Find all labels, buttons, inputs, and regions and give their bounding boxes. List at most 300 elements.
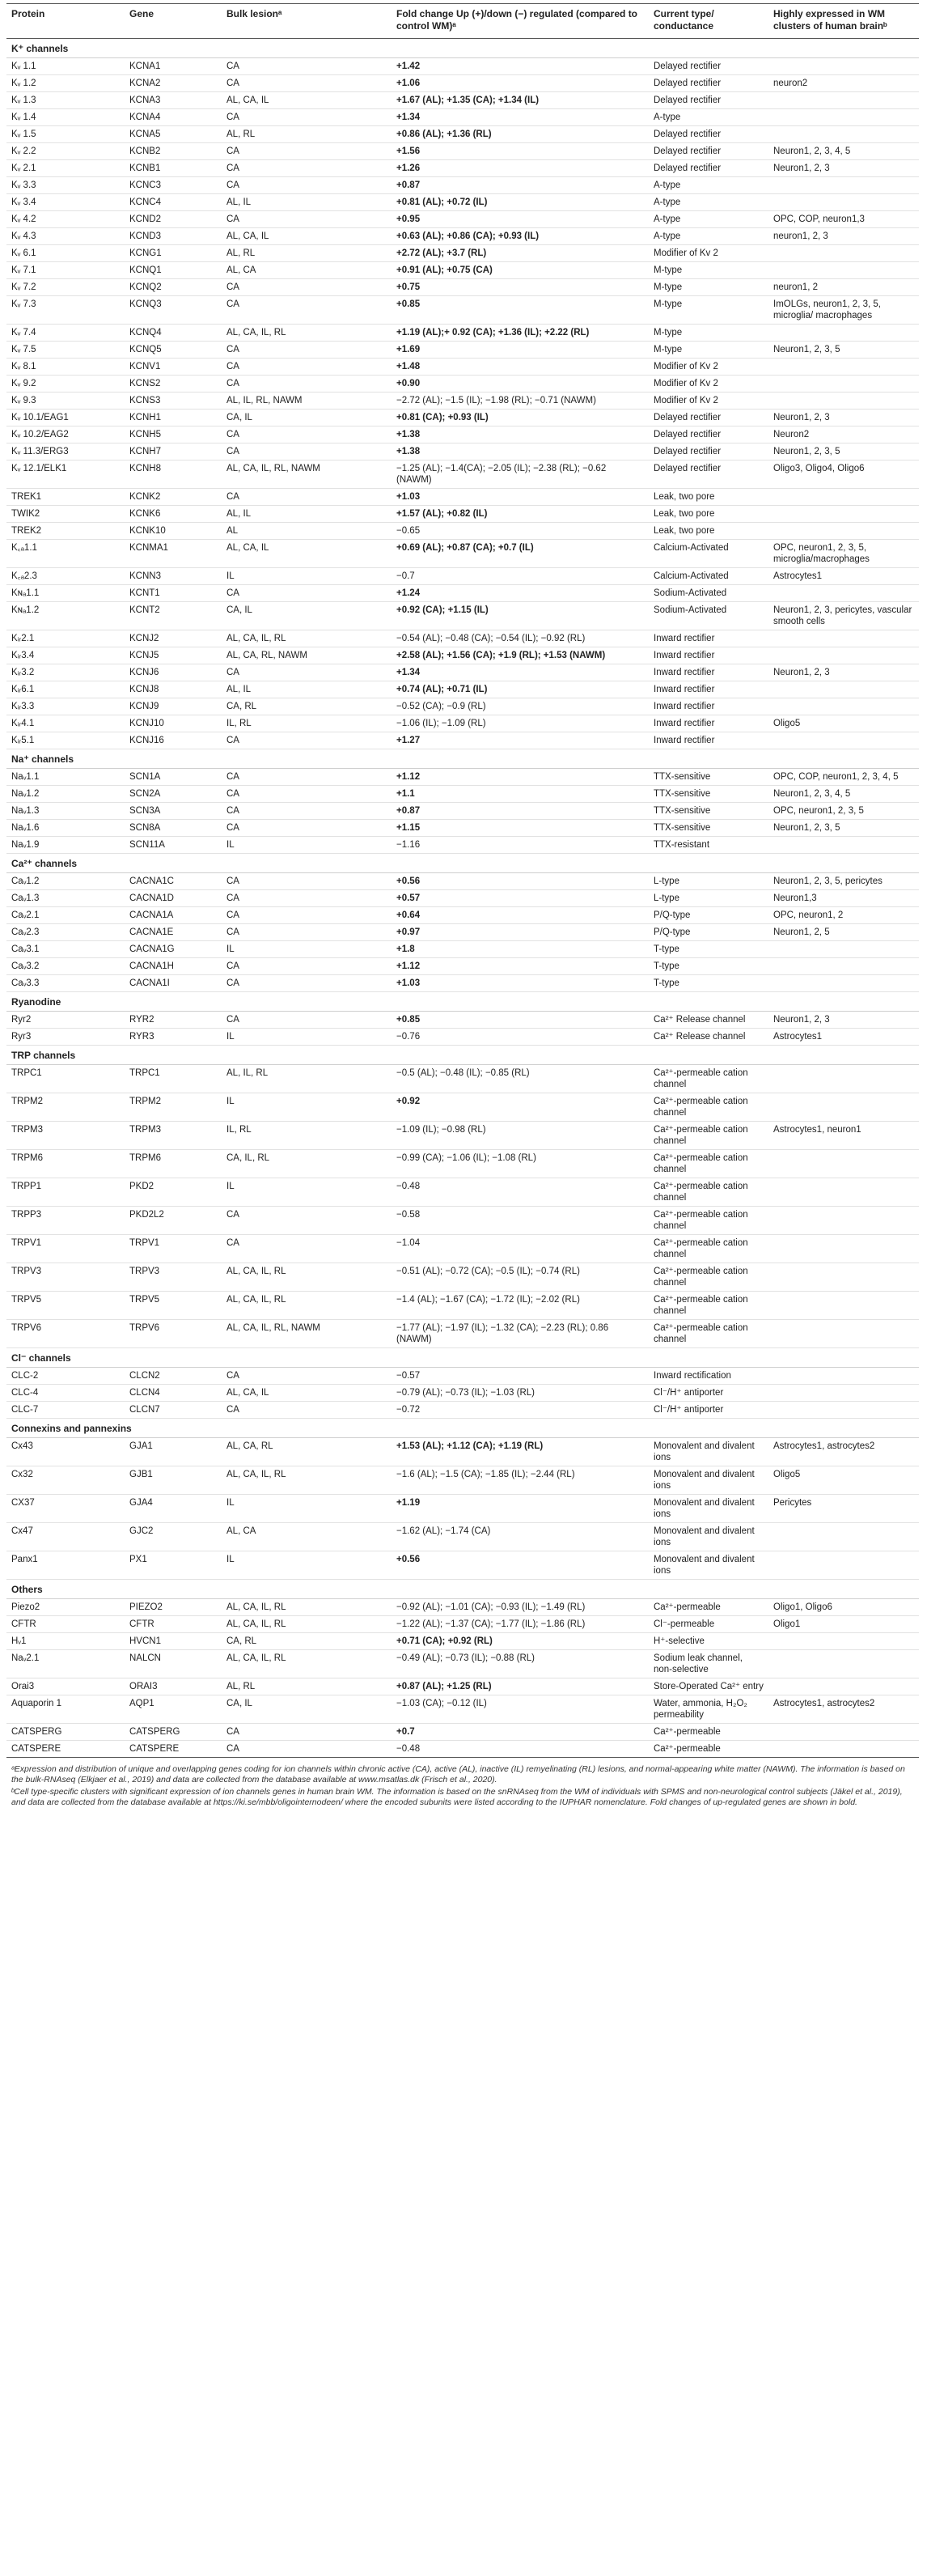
fold-change-cell: +1.69: [392, 342, 649, 359]
fold-change-cell: +1.34: [392, 109, 649, 126]
gene-cell: KCNN3: [125, 568, 222, 585]
lesion-cell: CA: [222, 907, 392, 924]
lesion-cell: AL, CA, IL, RL: [222, 1292, 392, 1320]
clusters-cell: Pericytes: [768, 1495, 919, 1523]
protein-cell: TRPC1: [6, 1065, 125, 1093]
fold-change-cell: +1.53 (AL); +1.12 (CA); +1.19 (RL): [392, 1438, 649, 1466]
current-type-cell: TTX-sensitive: [649, 820, 768, 837]
clusters-cell: [768, 245, 919, 262]
lesion-cell: CA: [222, 1741, 392, 1758]
table-row: [6, 602, 919, 630]
fold-change-cell: +0.85: [392, 1012, 649, 1029]
protein-cell: Kᵥ 1.4: [6, 109, 125, 126]
gene-cell: KCNC4: [125, 194, 222, 211]
gene-cell: KCNK10: [125, 523, 222, 540]
fold-change-cell: +2.58 (AL); +1.56 (CA); +1.9 (RL); +1.53 (NAWM): [392, 647, 649, 664]
lesion-cell: CA: [222, 1368, 392, 1385]
protein-cell: Kᵢᵣ6.1: [6, 681, 125, 698]
fold-change-cell: +0.90: [392, 376, 649, 393]
protein-cell: Naᵥ1.9: [6, 837, 125, 854]
protein-cell: Kᵥ 2.2: [6, 143, 125, 160]
clusters-cell: [768, 1523, 919, 1551]
lesion-cell: AL, CA, IL: [222, 228, 392, 245]
table-row: [6, 568, 919, 585]
clusters-cell: [768, 585, 919, 602]
clusters-cell: [768, 1292, 919, 1320]
fold-change-cell: +0.95: [392, 211, 649, 228]
gene-cell: TRPC1: [125, 1065, 222, 1093]
clusters-cell: [768, 647, 919, 664]
current-type-cell: Ca²⁺-permeable cation channel: [649, 1122, 768, 1150]
current-type-cell: Inward rectifier: [649, 630, 768, 647]
lesion-cell: CA: [222, 211, 392, 228]
current-type-cell: TTX-sensitive: [649, 769, 768, 786]
section-title: Na⁺ channels: [6, 749, 919, 769]
table-row: [6, 1207, 919, 1235]
current-type-cell: Delayed rectifier: [649, 126, 768, 143]
fold-change-cell: −1.06 (IL); −1.09 (RL): [392, 715, 649, 732]
current-type-cell: Water, ammonia, H₂O₂ permeability: [649, 1695, 768, 1724]
lesion-cell: CA: [222, 664, 392, 681]
table-row: [6, 1320, 919, 1348]
protein-cell: Hᵥ1: [6, 1633, 125, 1650]
protein-cell: TWIK2: [6, 506, 125, 523]
gene-cell: CLCN4: [125, 1385, 222, 1402]
fold-change-cell: +1.34: [392, 664, 649, 681]
section-title: Others: [6, 1580, 919, 1599]
gene-cell: CLCN7: [125, 1402, 222, 1419]
lesion-cell: CA: [222, 803, 392, 820]
fold-change-cell: −1.16: [392, 837, 649, 854]
gene-cell: TRPV5: [125, 1292, 222, 1320]
gene-cell: CACNA1E: [125, 924, 222, 941]
clusters-cell: [768, 177, 919, 194]
clusters-cell: [768, 681, 919, 698]
fold-change-cell: +0.86 (AL); +1.36 (RL): [392, 126, 649, 143]
protein-cell: Cx32: [6, 1466, 125, 1495]
lesion-cell: CA: [222, 342, 392, 359]
gene-cell: KCNA4: [125, 109, 222, 126]
footnote-a: ᵃExpression and distribution of unique and overlapping genes coding for ion channels within chronic active (CA), active (AL), inactive (IL) remyelinating (RL) lesions, and normal-appearing white matter (NAWM). The information is based on the bulk-RNAseq (Elkjaer et al., 2019) and data are collected from the database available at www.msatlas.dk (Frisch et al., 2020).: [11, 1764, 905, 1785]
table-row: [6, 630, 919, 647]
current-type-cell: T-type: [649, 941, 768, 958]
lesion-cell: CA: [222, 924, 392, 941]
clusters-cell: [768, 1402, 919, 1419]
lesion-cell: CA: [222, 958, 392, 975]
table-row: [6, 1065, 919, 1093]
lesion-cell: CA: [222, 1207, 392, 1235]
lesion-cell: CA: [222, 160, 392, 177]
fold-change-cell: +0.81 (CA); +0.93 (IL): [392, 410, 649, 427]
clusters-cell: Oligo1, Oligo6: [768, 1599, 919, 1616]
table-row: [6, 1150, 919, 1178]
gene-cell: KCNQ4: [125, 325, 222, 342]
current-type-cell: Delayed rectifier: [649, 75, 768, 92]
protein-cell: Caᵥ2.3: [6, 924, 125, 941]
gene-cell: KCNQ3: [125, 296, 222, 325]
lesion-cell: AL, CA: [222, 1523, 392, 1551]
protein-cell: TRPV5: [6, 1292, 125, 1320]
gene-cell: KCNJ6: [125, 664, 222, 681]
protein-cell: Kᵥ 10.1/EAG1: [6, 410, 125, 427]
clusters-cell: [768, 1207, 919, 1235]
table-row: [6, 109, 919, 126]
fold-change-cell: +0.69 (AL); +0.87 (CA); +0.7 (IL): [392, 540, 649, 568]
lesion-cell: CA: [222, 1402, 392, 1419]
table-row: [6, 890, 919, 907]
protein-cell: Kᵥ 4.3: [6, 228, 125, 245]
table-row: [6, 279, 919, 296]
current-type-cell: Ca²⁺ Release channel: [649, 1012, 768, 1029]
fold-change-cell: +1.1: [392, 786, 649, 803]
protein-cell: K꜀ₐ1.1: [6, 540, 125, 568]
gene-cell: KCNMA1: [125, 540, 222, 568]
clusters-cell: Neuron1, 2, 3, 4, 5: [768, 143, 919, 160]
fold-change-cell: +1.12: [392, 769, 649, 786]
fold-change-cell: +0.75: [392, 279, 649, 296]
gene-cell: KCNQ1: [125, 262, 222, 279]
table-row: [6, 1523, 919, 1551]
table-row: [6, 681, 919, 698]
clusters-cell: [768, 393, 919, 410]
lesion-cell: AL, CA, IL, RL: [222, 1650, 392, 1678]
table-row: [6, 427, 919, 443]
protein-cell: TRPV3: [6, 1263, 125, 1292]
protein-cell: CFTR: [6, 1616, 125, 1633]
fold-change-cell: +1.38: [392, 427, 649, 443]
current-type-cell: Leak, two pore: [649, 523, 768, 540]
current-type-cell: Ca²⁺-permeable cation channel: [649, 1235, 768, 1263]
table-row: [6, 1466, 919, 1495]
clusters-cell: [768, 1150, 919, 1178]
section-header-row: [6, 1580, 919, 1599]
gene-cell: KCNJ9: [125, 698, 222, 715]
protein-cell: CATSPERG: [6, 1724, 125, 1741]
protein-cell: Caᵥ1.2: [6, 873, 125, 890]
gene-cell: SCN3A: [125, 803, 222, 820]
current-type-cell: Inward rectification: [649, 1368, 768, 1385]
fold-change-cell: +0.91 (AL); +0.75 (CA): [392, 262, 649, 279]
gene-cell: KCNK6: [125, 506, 222, 523]
gene-cell: KCNA2: [125, 75, 222, 92]
current-type-cell: Delayed rectifier: [649, 92, 768, 109]
clusters-cell: [768, 109, 919, 126]
fold-change-cell: +1.48: [392, 359, 649, 376]
fold-change-cell: +1.12: [392, 958, 649, 975]
lesion-cell: CA: [222, 75, 392, 92]
current-type-cell: Cl⁻/H⁺ antiporter: [649, 1385, 768, 1402]
clusters-cell: [768, 58, 919, 75]
gene-cell: SCN1A: [125, 769, 222, 786]
protein-cell: Ryr2: [6, 1012, 125, 1029]
fold-change-cell: +1.8: [392, 941, 649, 958]
gene-cell: CACNA1H: [125, 958, 222, 975]
table-row: [6, 460, 919, 489]
table-row: [6, 1235, 919, 1263]
current-type-cell: Delayed rectifier: [649, 460, 768, 489]
protein-cell: Caᵥ1.3: [6, 890, 125, 907]
current-type-cell: Inward rectifier: [649, 715, 768, 732]
gene-cell: RYR3: [125, 1029, 222, 1046]
table-row: [6, 1551, 919, 1580]
clusters-cell: [768, 1235, 919, 1263]
fold-change-cell: −0.5 (AL); −0.48 (IL); −0.85 (RL): [392, 1065, 649, 1093]
lesion-cell: CA: [222, 1724, 392, 1741]
table-row: [6, 342, 919, 359]
protein-cell: Kᵢᵣ3.4: [6, 647, 125, 664]
table-row: [6, 359, 919, 376]
fold-change-cell: −1.6 (AL); −1.5 (CA); −1.85 (IL); −2.44 (RL): [392, 1466, 649, 1495]
fold-change-cell: +1.27: [392, 732, 649, 749]
gene-cell: KCNK2: [125, 489, 222, 506]
clusters-cell: OPC, COP, neuron1,3: [768, 211, 919, 228]
lesion-cell: AL, IL: [222, 506, 392, 523]
gene-cell: KCNJ5: [125, 647, 222, 664]
current-type-cell: L-type: [649, 890, 768, 907]
fold-change-cell: +1.57 (AL); +0.82 (IL): [392, 506, 649, 523]
protein-cell: CLC-2: [6, 1368, 125, 1385]
gene-cell: KCNB1: [125, 160, 222, 177]
current-type-cell: TTX-resistant: [649, 837, 768, 854]
lesion-cell: AL, RL: [222, 126, 392, 143]
protein-cell: Cx43: [6, 1438, 125, 1466]
gene-cell: KCNC3: [125, 177, 222, 194]
lesion-cell: CA: [222, 177, 392, 194]
current-type-cell: A-type: [649, 177, 768, 194]
current-type-cell: M-type: [649, 279, 768, 296]
clusters-cell: Neuron1, 2, 3, pericytes, vascular smooth cells: [768, 602, 919, 630]
table-row: [6, 647, 919, 664]
protein-cell: TRPM6: [6, 1150, 125, 1178]
current-type-cell: Modifier of Kv 2: [649, 393, 768, 410]
clusters-cell: [768, 732, 919, 749]
protein-cell: Naᵥ2.1: [6, 1650, 125, 1678]
gene-cell: KCNJ8: [125, 681, 222, 698]
gene-cell: CACNA1C: [125, 873, 222, 890]
table-row: [6, 664, 919, 681]
lesion-cell: CA: [222, 427, 392, 443]
clusters-cell: Oligo3, Oligo4, Oligo6: [768, 460, 919, 489]
gene-cell: KCNH1: [125, 410, 222, 427]
clusters-cell: [768, 523, 919, 540]
gene-cell: KCNH7: [125, 443, 222, 460]
gene-cell: TRPM3: [125, 1122, 222, 1150]
protein-cell: TRPP3: [6, 1207, 125, 1235]
fold-change-cell: −0.48: [392, 1741, 649, 1758]
gene-cell: TRPM2: [125, 1093, 222, 1122]
table-row: [6, 1678, 919, 1695]
current-type-cell: M-type: [649, 342, 768, 359]
table-row: [6, 1402, 919, 1419]
current-type-cell: Ca²⁺-permeable cation channel: [649, 1093, 768, 1122]
fold-change-cell: +0.81 (AL); +0.72 (IL): [392, 194, 649, 211]
table-row: [6, 1263, 919, 1292]
fold-change-cell: +1.19 (AL);+ 0.92 (CA); +1.36 (IL); +2.22 (RL): [392, 325, 649, 342]
current-type-cell: Sodium-Activated: [649, 585, 768, 602]
protein-cell: Kᵥ 6.1: [6, 245, 125, 262]
fold-change-cell: +1.15: [392, 820, 649, 837]
ion-channel-table: [6, 3, 919, 1758]
fold-change-cell: −1.04: [392, 1235, 649, 1263]
protein-cell: Kᵥ 1.5: [6, 126, 125, 143]
current-type-cell: L-type: [649, 873, 768, 890]
protein-cell: Naᵥ1.2: [6, 786, 125, 803]
lesion-cell: CA: [222, 359, 392, 376]
lesion-cell: CA, IL, RL: [222, 1150, 392, 1178]
clusters-cell: Astrocytes1, neuron1: [768, 1122, 919, 1150]
lesion-cell: AL, IL, RL, NAWM: [222, 393, 392, 410]
gene-cell: TRPV6: [125, 1320, 222, 1348]
clusters-cell: Astrocytes1, astrocytes2: [768, 1438, 919, 1466]
gene-cell: PX1: [125, 1551, 222, 1580]
fold-change-cell: +0.64: [392, 907, 649, 924]
clusters-cell: [768, 1093, 919, 1122]
fold-change-cell: −0.51 (AL); −0.72 (CA); −0.5 (IL); −0.74 (RL): [392, 1263, 649, 1292]
current-type-cell: Delayed rectifier: [649, 143, 768, 160]
table-row: [6, 975, 919, 992]
current-type-cell: M-type: [649, 325, 768, 342]
clusters-cell: Oligo1: [768, 1616, 919, 1633]
fold-change-cell: −0.92 (AL); −1.01 (CA); −0.93 (IL); −1.49 (RL): [392, 1599, 649, 1616]
clusters-cell: Oligo5: [768, 1466, 919, 1495]
table-row: [6, 143, 919, 160]
clusters-cell: Neuron1,3: [768, 890, 919, 907]
table-row: [6, 1599, 919, 1616]
fold-change-cell: +0.85: [392, 296, 649, 325]
fold-change-cell: −1.77 (AL); −1.97 (IL); −1.32 (CA); −2.23 (RL); 0.86 (NAWM): [392, 1320, 649, 1348]
clusters-cell: [768, 489, 919, 506]
protein-cell: Kᵥ 1.2: [6, 75, 125, 92]
lesion-cell: IL: [222, 1551, 392, 1580]
gene-cell: KCNA5: [125, 126, 222, 143]
current-type-cell: Ca²⁺-permeable: [649, 1741, 768, 1758]
fold-change-cell: +2.72 (AL); +3.7 (RL): [392, 245, 649, 262]
clusters-cell: [768, 1633, 919, 1650]
protein-cell: Kᵥ 7.3: [6, 296, 125, 325]
gene-cell: CACNA1D: [125, 890, 222, 907]
fold-change-cell: +1.38: [392, 443, 649, 460]
protein-cell: Kᵥ 3.3: [6, 177, 125, 194]
clusters-cell: [768, 958, 919, 975]
clusters-cell: Oligo5: [768, 715, 919, 732]
current-type-cell: H⁺-selective: [649, 1633, 768, 1650]
lesion-cell: IL: [222, 1178, 392, 1207]
table-row: [6, 489, 919, 506]
lesion-cell: CA: [222, 58, 392, 75]
header-fold-change: Fold change Up (+)/down (−) regulated (compared to control WM)ᵃ: [392, 4, 649, 39]
current-type-cell: A-type: [649, 194, 768, 211]
clusters-cell: Neuron1, 2, 3: [768, 410, 919, 427]
gene-cell: TRPV3: [125, 1263, 222, 1292]
clusters-cell: [768, 1263, 919, 1292]
gene-cell: CACNA1G: [125, 941, 222, 958]
section-title: Connexins and pannexins: [6, 1419, 919, 1438]
protein-cell: Caᵥ2.1: [6, 907, 125, 924]
protein-cell: TRPM2: [6, 1093, 125, 1122]
current-type-cell: M-type: [649, 262, 768, 279]
current-type-cell: A-type: [649, 228, 768, 245]
section-header-row: [6, 1419, 919, 1438]
lesion-cell: CA, RL: [222, 1633, 392, 1650]
lesion-cell: AL, CA, IL: [222, 92, 392, 109]
current-type-cell: P/Q-type: [649, 924, 768, 941]
fold-change-cell: −1.22 (AL); −1.37 (CA); −1.77 (IL); −1.86 (RL): [392, 1616, 649, 1633]
protein-cell: Kᵢᵣ3.3: [6, 698, 125, 715]
current-type-cell: P/Q-type: [649, 907, 768, 924]
protein-cell: Kᵥ 4.2: [6, 211, 125, 228]
protein-cell: Kɴₐ1.2: [6, 602, 125, 630]
current-type-cell: Sodium leak channel, non-selective: [649, 1650, 768, 1678]
table-row: [6, 924, 919, 941]
protein-cell: Kᵥ 7.2: [6, 279, 125, 296]
current-type-cell: M-type: [649, 296, 768, 325]
gene-cell: CACNA1I: [125, 975, 222, 992]
gene-cell: SCN2A: [125, 786, 222, 803]
table-row: [6, 1368, 919, 1385]
lesion-cell: CA: [222, 1012, 392, 1029]
gene-cell: KCNJ2: [125, 630, 222, 647]
protein-cell: Piezo2: [6, 1599, 125, 1616]
clusters-cell: [768, 359, 919, 376]
protein-cell: Panx1: [6, 1551, 125, 1580]
protein-cell: Caᵥ3.1: [6, 941, 125, 958]
current-type-cell: TTX-sensitive: [649, 803, 768, 820]
lesion-cell: CA, IL: [222, 410, 392, 427]
section-title: Cl⁻ channels: [6, 1348, 919, 1368]
table-row: [6, 58, 919, 75]
gene-cell: CATSPERE: [125, 1741, 222, 1758]
fold-change-cell: +0.97: [392, 924, 649, 941]
section-header-row: [6, 854, 919, 873]
clusters-cell: [768, 1368, 919, 1385]
clusters-cell: [768, 630, 919, 647]
protein-cell: Naᵥ1.3: [6, 803, 125, 820]
lesion-cell: CA: [222, 376, 392, 393]
protein-cell: Caᵥ3.3: [6, 975, 125, 992]
table-row: [6, 1012, 919, 1029]
protein-cell: Kᵥ 10.2/EAG2: [6, 427, 125, 443]
lesion-cell: CA: [222, 296, 392, 325]
current-type-cell: Inward rectifier: [649, 664, 768, 681]
gene-cell: KCND3: [125, 228, 222, 245]
fold-change-cell: −0.49 (AL); −0.73 (IL); −0.88 (RL): [392, 1650, 649, 1678]
table-row: [6, 1741, 919, 1758]
gene-cell: GJA1: [125, 1438, 222, 1466]
clusters-cell: [768, 262, 919, 279]
fold-change-cell: −1.03 (CA); −0.12 (IL): [392, 1695, 649, 1724]
gene-cell: KCNT2: [125, 602, 222, 630]
table-row: [6, 523, 919, 540]
footnotes: [6, 1758, 919, 1808]
clusters-cell: ImOLGs, neuron1, 2, 3, 5, microglia/ macrophages: [768, 296, 919, 325]
fold-change-cell: +0.57: [392, 890, 649, 907]
table-row: [6, 1292, 919, 1320]
lesion-cell: AL, RL: [222, 245, 392, 262]
table-row: [6, 1695, 919, 1724]
current-type-cell: Leak, two pore: [649, 506, 768, 523]
gene-cell: KCNJ10: [125, 715, 222, 732]
current-type-cell: Inward rectifier: [649, 732, 768, 749]
gene-cell: KCNH8: [125, 460, 222, 489]
lesion-cell: CA: [222, 1235, 392, 1263]
clusters-cell: [768, 1178, 919, 1207]
header-lesion: Bulk lesionᵃ: [222, 4, 392, 39]
lesion-cell: CA: [222, 873, 392, 890]
fold-change-cell: +0.92 (CA); +1.15 (IL): [392, 602, 649, 630]
gene-cell: PIEZO2: [125, 1599, 222, 1616]
section-header-row: [6, 39, 919, 58]
gene-cell: GJA4: [125, 1495, 222, 1523]
